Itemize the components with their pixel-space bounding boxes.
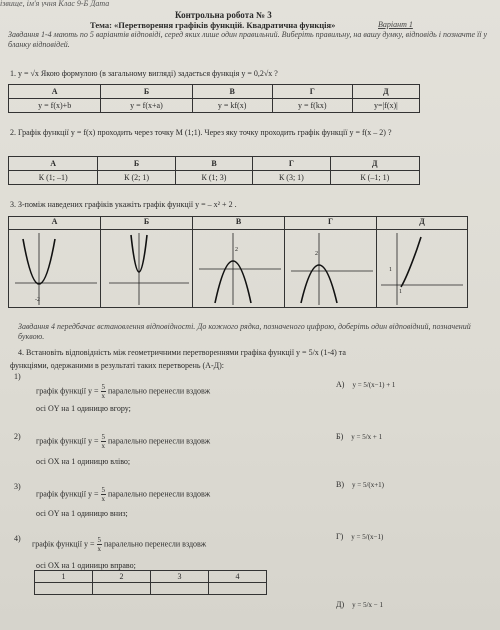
grid-answer-cell[interactable] <box>151 583 209 595</box>
q2-header-d: Г <box>253 157 330 171</box>
q4-item-4-post: паралельно перенесли вздовж <box>104 539 207 549</box>
q2-option-d: К (3; 1) <box>253 171 330 185</box>
answer-letter: В) <box>336 480 344 489</box>
q3-header-e: Д <box>377 217 467 230</box>
grid-header-4: 4 <box>209 571 267 583</box>
answer-letter: Г) <box>336 532 344 541</box>
answer-expr: y = 5/(x+1) <box>352 481 385 489</box>
q4-text: 4. Встановіть відповідність між геометричними перетвореннями графіка функції y = 5/x (1-4) та <box>18 348 346 357</box>
q4-item-1-line2: осі OY на 1 одиницю вгору; <box>36 404 131 413</box>
q4-item-3-line2: осі OY на 1 одиницю вниз; <box>36 509 128 518</box>
q3-header-c: В <box>193 217 285 230</box>
graph-a <box>9 229 101 307</box>
q4-item-2-pre: графік функції y = <box>36 436 99 446</box>
q1-option-c: y = kf(x) <box>192 99 272 113</box>
q1-header-c: В <box>192 85 272 99</box>
svg-text:2: 2 <box>315 251 318 257</box>
test-title: Контрольна робота № 3 <box>175 10 272 20</box>
q2-option-b: К (2; 1) <box>98 171 175 185</box>
answer-letter: Б) <box>336 432 344 441</box>
answer-expr: y = 5/x − 1 <box>352 601 383 609</box>
q4-item-2 <box>36 433 210 450</box>
grid-answer-cell[interactable] <box>93 583 151 595</box>
q4-answer-grid <box>34 570 267 595</box>
q4-answer-c <box>336 480 384 489</box>
fraction-5-over-x: $\frac{5}{x}$ <box>101 486 106 503</box>
q3-text: 3. З-поміж наведених графіків укажіть графік функції y = – x² + 2 . <box>10 200 237 209</box>
q1-option-b: y = f(x+a) <box>101 99 192 113</box>
svg-text:1: 1 <box>399 289 402 295</box>
q2-header-e: Д <box>330 157 419 171</box>
q4-answer-b <box>336 432 382 441</box>
grid-header-1: 1 <box>35 571 93 583</box>
q4-text-2: функціями, одержаними в результаті таких перетворень (А-Д): <box>10 361 224 370</box>
answer-expr: y = 5/(x−1) + 1 <box>352 381 396 389</box>
fraction-5-over-x: $\frac{5}{x}$ <box>101 383 106 400</box>
q4-item-1-num: 1) <box>14 372 21 381</box>
grid-answer-cell[interactable] <box>209 583 267 595</box>
answer-expr: y = 5/(x−1) <box>351 533 384 541</box>
q3-header-d: Г <box>285 217 377 230</box>
q4-item-4-num: 4) <box>14 534 21 543</box>
q3-header-b: Б <box>101 217 193 230</box>
q1-text: 1. y = √x Якою формулою (в загальному вигляді) задається функція y = 0,2√x ? <box>10 69 278 78</box>
instructions: Завдання 1-4 мають по 5 варіантів відповіді, серед яких лише один правильний. Виберіть правильну, на вашу думку, відповідь і позначте її у бланку відповідей. <box>8 30 488 49</box>
q4-item-4 <box>32 536 206 553</box>
q4-item-3-pre: графік функції y = <box>36 489 99 499</box>
q3-graphs-table <box>8 216 468 308</box>
q4-intro: Завдання 4 передбачає встановлення відповідності. До кожного рядка, позначеного цифрою, доберіть один відповідний, позначений буквою. <box>18 322 471 341</box>
q1-header-e: Д <box>352 85 419 99</box>
q2-table <box>8 156 420 185</box>
q1-option-e: y=|f(x)| <box>352 99 419 113</box>
top-strip: ізвище, ім'я учня Клас 9-Б Дата <box>0 0 110 7</box>
variant-label: Варіант 1 <box>378 20 413 29</box>
q4-item-3 <box>36 486 210 503</box>
q4-item-3-post: паралельно перенесли вздовж <box>108 489 211 499</box>
grid-header-2: 2 <box>93 571 151 583</box>
q1-header-b: Б <box>101 85 192 99</box>
q4-answer-e <box>336 600 383 609</box>
q1-header-a: А <box>9 85 101 99</box>
answer-expr: y = 5/x + 1 <box>351 433 383 441</box>
q4-item-4-line2: осі OX на 1 одиницю вправо; <box>36 561 136 570</box>
fraction-5-over-x: $\frac{5}{x}$ <box>97 536 102 553</box>
q2-header-c: В <box>175 157 252 171</box>
q1-option-a: y = f(x)+b <box>9 99 101 113</box>
test-topic: Тема: «Перетворення графіків функцій. Квадратична функція» <box>90 20 336 30</box>
q4-item-2-num: 2) <box>14 432 21 441</box>
q1-header-d: Г <box>272 85 352 99</box>
graph-d <box>285 229 377 307</box>
q1-option-d: y = f(kx) <box>272 99 352 113</box>
svg-text:-2: -2 <box>35 297 40 303</box>
grid-header-3: 3 <box>151 571 209 583</box>
q2-header-b: Б <box>98 157 175 171</box>
q4-item-1-pre: графік функції y = <box>36 386 99 396</box>
q4-answer-d <box>336 532 383 541</box>
svg-text:2: 2 <box>235 247 238 253</box>
q4-item-4-pre: графік функції y = <box>32 539 95 549</box>
q2-text: 2. Графік функції y = f(x) проходить через точку М (1;1). Через яку точку проходить графік функції y = f(x – 2) ? <box>10 128 392 137</box>
graph-e <box>377 229 467 307</box>
q4-answer-a <box>336 380 395 389</box>
q4-item-3-num: 3) <box>14 482 21 491</box>
q1-table <box>8 84 420 113</box>
q2-option-a: К (1; –1) <box>9 171 98 185</box>
q3-header-a: А <box>9 217 101 230</box>
q4-item-2-post: паралельно перенесли вздовж <box>108 436 211 446</box>
q2-option-e: К (–1; 1) <box>330 171 419 185</box>
graph-c <box>193 229 285 307</box>
answer-letter: А) <box>336 380 345 389</box>
graph-b <box>101 229 193 307</box>
grid-answer-cell[interactable] <box>35 583 93 595</box>
q2-header-a: А <box>9 157 98 171</box>
svg-text:1: 1 <box>389 267 392 273</box>
fraction-5-over-x: $\frac{5}{x}$ <box>101 433 106 450</box>
q4-item-1 <box>36 383 210 400</box>
q4-item-2-line2: осі OX на 1 одиницю вліво; <box>36 457 131 466</box>
answer-letter: Д) <box>336 600 345 609</box>
q4-item-1-post: паралельно перенесли вздовж <box>108 386 211 396</box>
q2-option-c: К (1; 3) <box>175 171 252 185</box>
